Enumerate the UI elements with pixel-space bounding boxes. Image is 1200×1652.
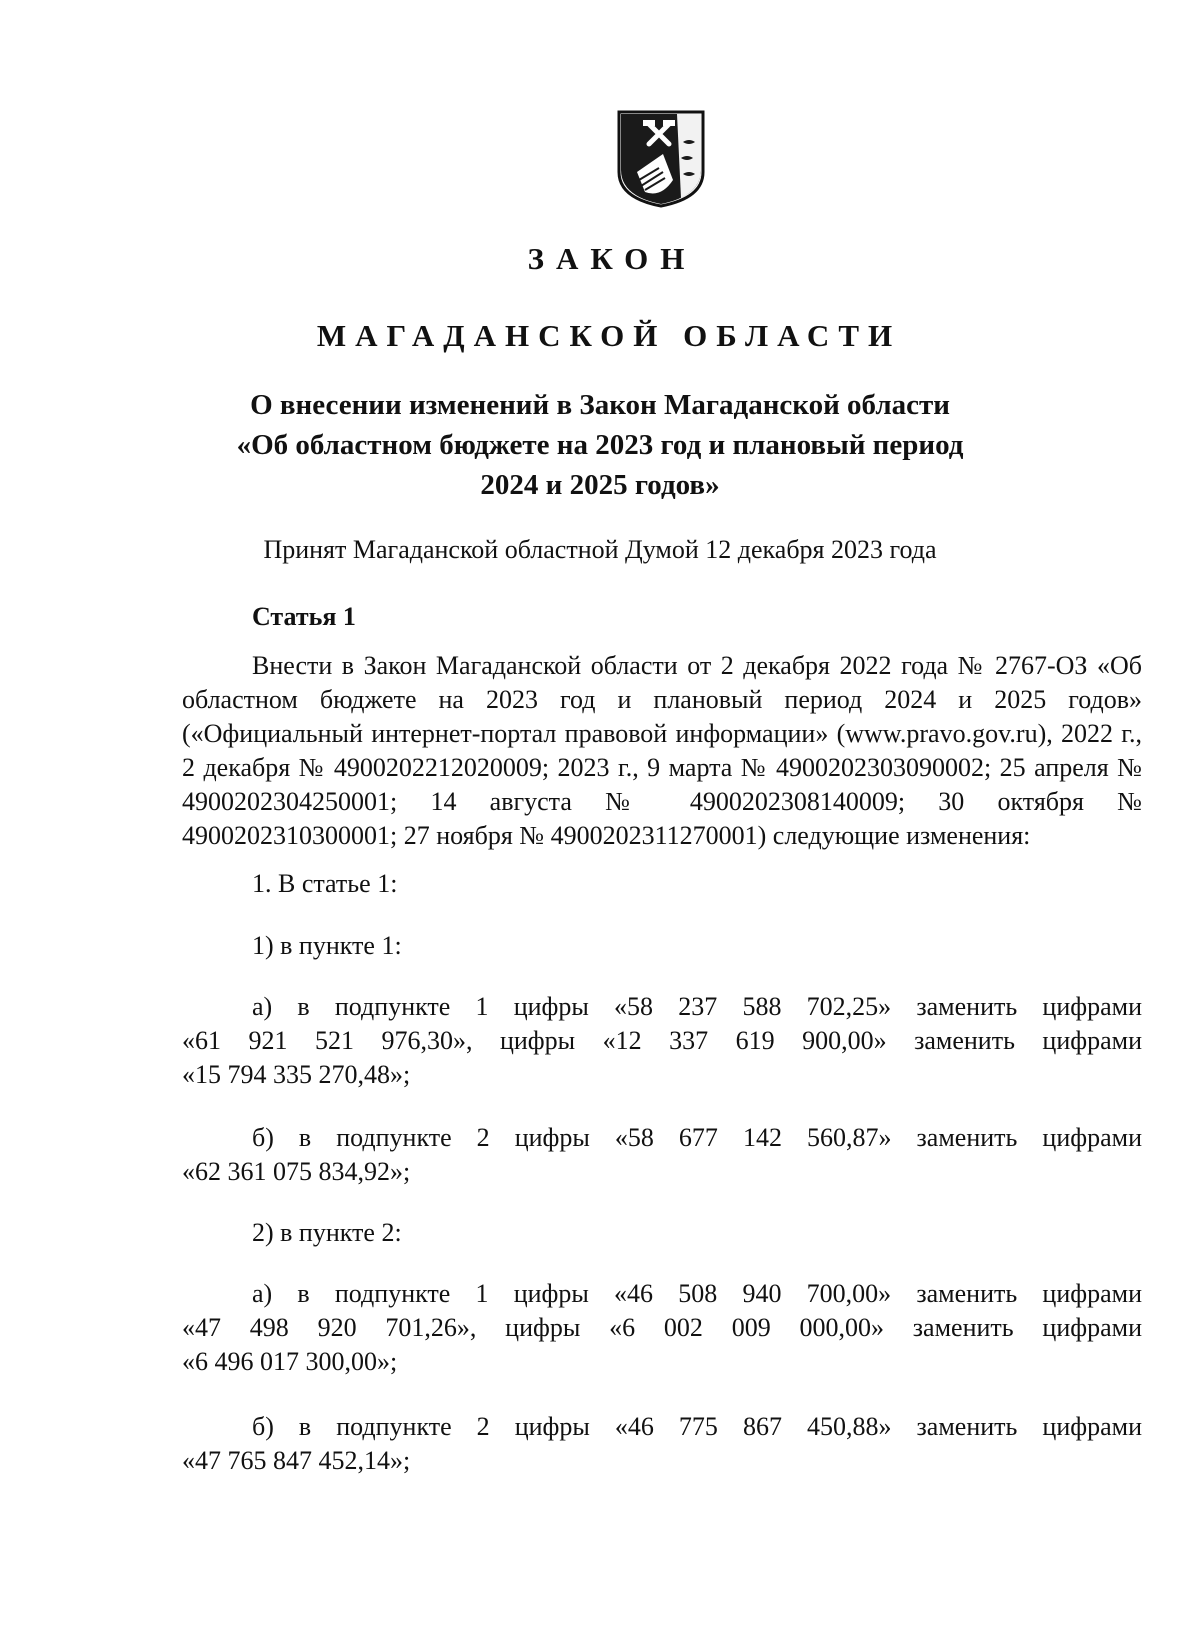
law-title-line: 2024 и 2025 годов» (480, 469, 720, 501)
subpoint-line: «15 794 335 270,48»; (182, 1060, 411, 1089)
point-1: 1) в пункте 1: (252, 931, 402, 960)
point-2: 2) в пункте 2: (252, 1218, 402, 1247)
subpoint-line: «47 765 847 452,14»; (182, 1446, 411, 1475)
subpoint-line: б) в подпункте 2 цифры «46 775 867 450,88» заменить цифрами (252, 1412, 1142, 1441)
adoption-statement: Принят Магаданской областной Думой 12 декабря 2023 года (263, 535, 937, 564)
law-title-line: «Об областном бюджете на 2023 год и плановый период (236, 429, 964, 461)
subpoint-1b (182, 1121, 1142, 1189)
subpoint-line: «61 921 521 976,30», цифры «12 337 619 900,00» заменить цифрами (182, 1026, 1142, 1055)
subpoint-line: а) в подпункте 1 цифры «58 237 588 702,25» заменить цифрами (252, 992, 1142, 1021)
subpoint-line: б) в подпункте 2 цифры «58 677 142 560,87» заменить цифрами (252, 1123, 1142, 1152)
item-1: 1. В статье 1: (252, 869, 398, 898)
subpoint-2b (182, 1410, 1142, 1478)
subpoint-2a (182, 1277, 1142, 1379)
subpoint-1a (182, 990, 1142, 1092)
subpoint-line: а) в подпункте 1 цифры «46 508 940 700,00» заменить цифрами (252, 1279, 1142, 1308)
article-intro-paragraph: Внести в Закон Магаданской области от 2 декабря 2022 года № 2767-ОЗ «Об областном бюджете на 2023 год и плановый период 2024 и 2025 годов» («Официальный интернет-портал правовой информации» (www.pravo.gov.ru), 2022 г., 2 декабря № 4900202212020009; 2023 г., 9 марта № 4900202303090002; 25 апреля № 4900202304250001; 14 августа № 4900202308140009; 30 октября № 4900202310300001; 27 ноября № 4900202311270001) следующие изменения: (182, 651, 1142, 850)
subpoint-line: «47 498 920 701,26», цифры «6 002 009 000,00» заменить цифрами (182, 1313, 1142, 1342)
document-type-heading: ЗАКОН (527, 241, 697, 276)
subpoint-line: «6 496 017 300,00»; (182, 1347, 398, 1376)
law-title-line: О внесении изменений в Закон Магаданской области (250, 389, 950, 421)
coat-of-arms-icon (617, 110, 705, 208)
law-title (0, 385, 1200, 505)
subpoint-line: «62 361 075 834,92»; (182, 1157, 411, 1186)
region-heading: МАГАДАНСКОЙ ОБЛАСТИ (316, 318, 902, 353)
article-heading: Статья 1 (252, 602, 356, 631)
